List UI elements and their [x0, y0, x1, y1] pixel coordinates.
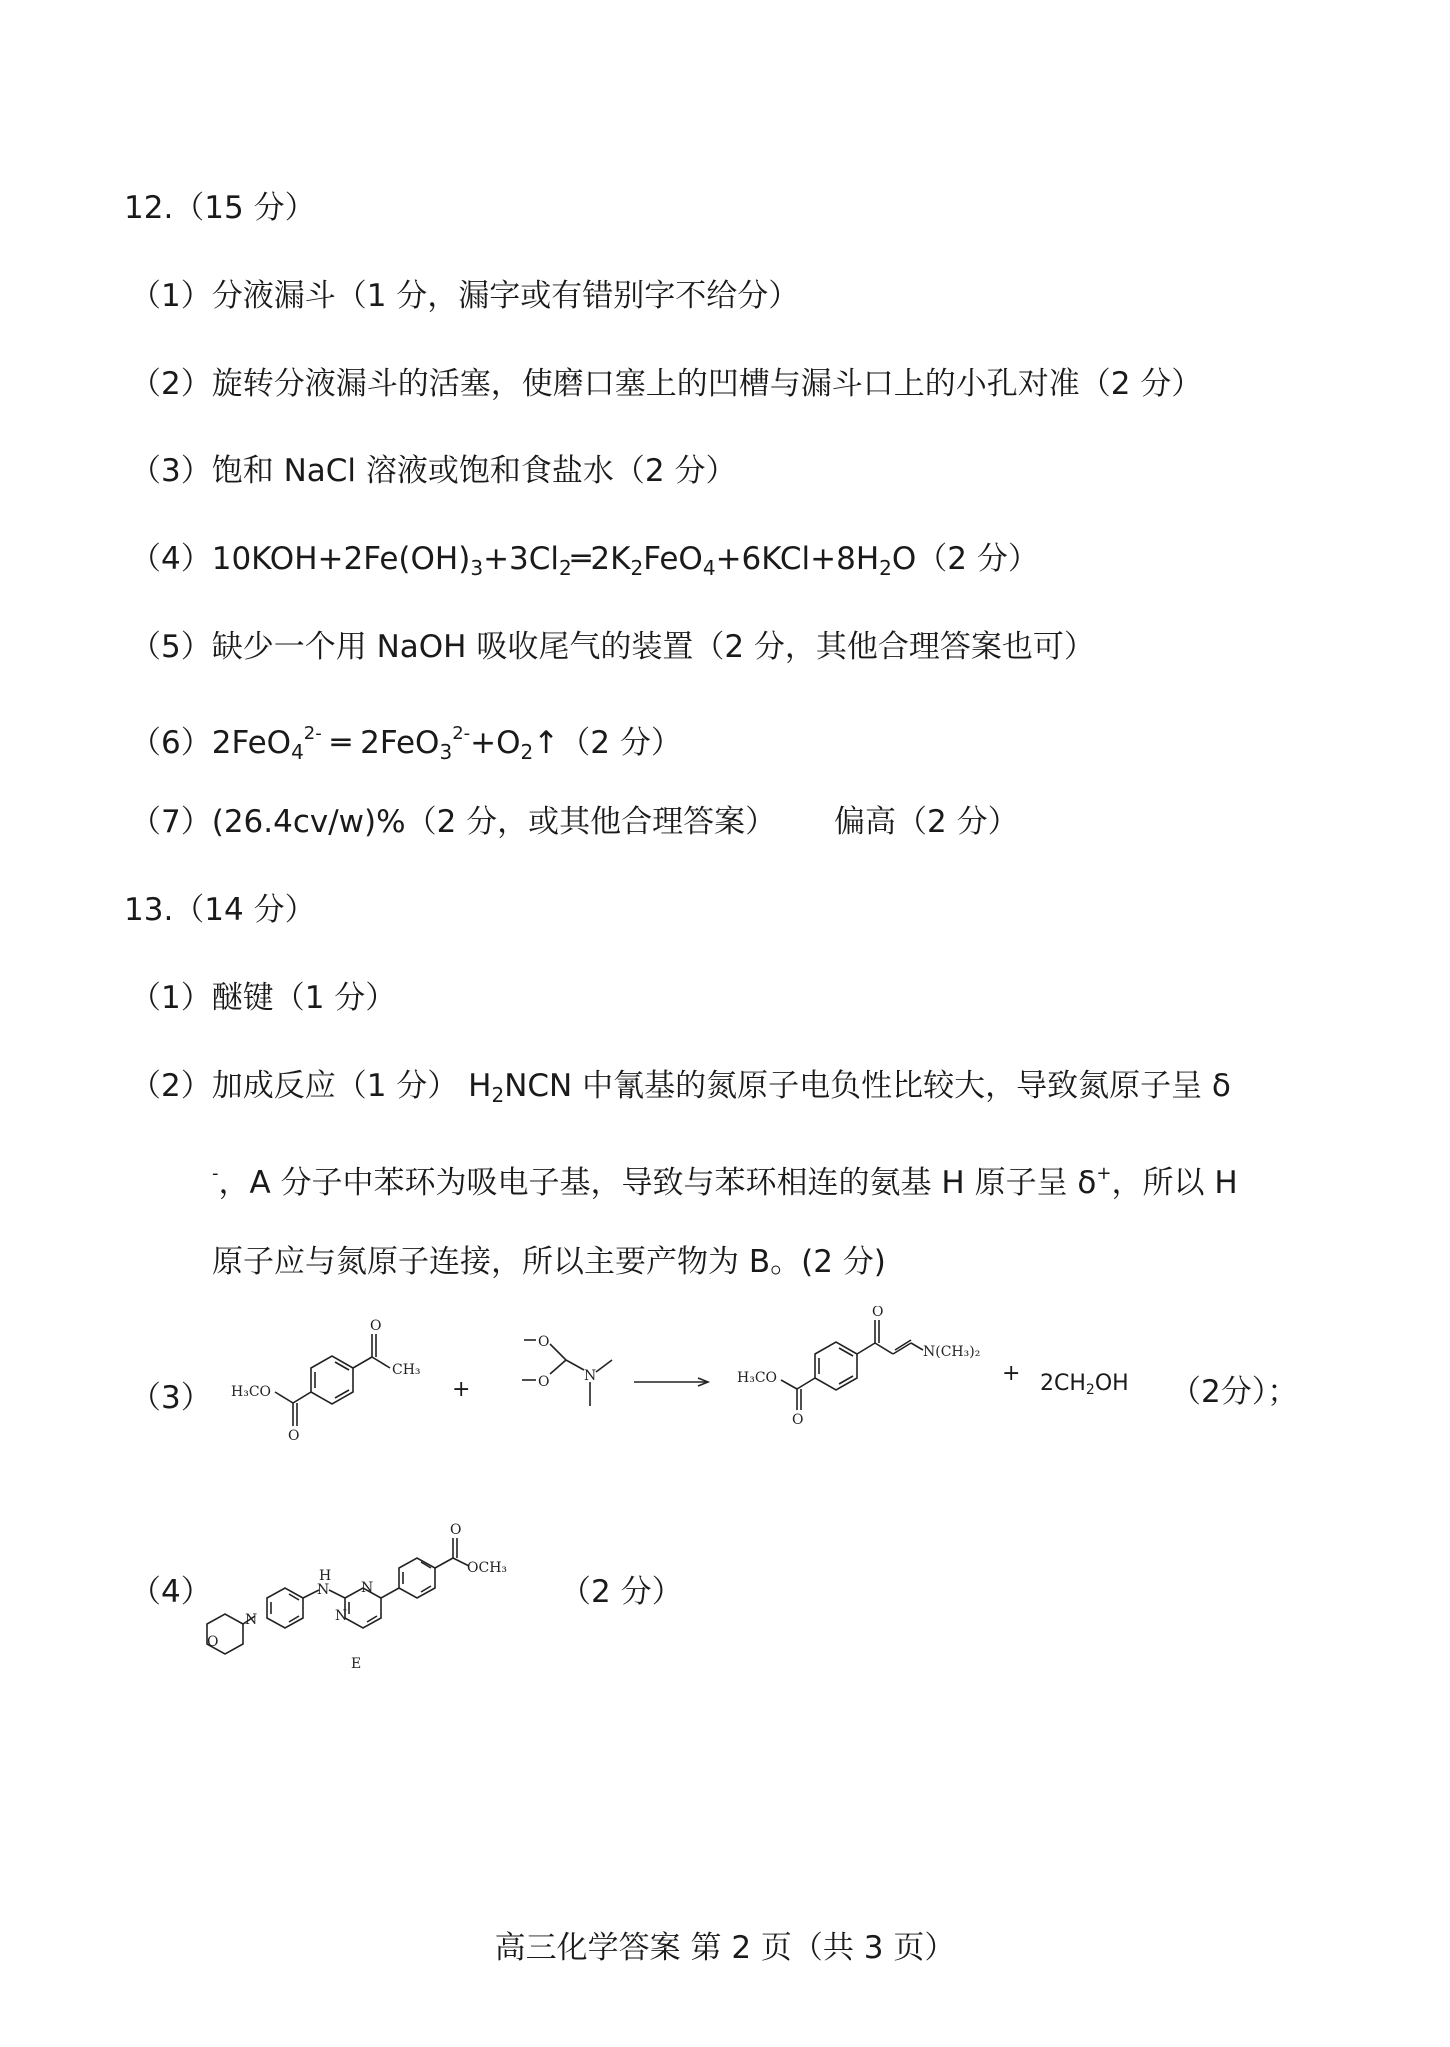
q13-part1: （1）醚键（1 分） — [130, 980, 397, 1016]
q13-header: 13.（14 分） — [124, 892, 316, 928]
q13-part2-line1: （2）加成反应（1 分） $H_2NCN$ 中氰基的氮原子电负性比较大，导致氮原子呈 δ — [130, 1068, 1231, 1107]
p-h3co: H₃CO — [737, 1370, 778, 1386]
r2-nitrogen: N — [584, 1368, 597, 1384]
e-pyrimidine-n2: N — [335, 1608, 348, 1624]
q12-part7: （7）(26.4cv/w)%（2 分，或其他合理答案） — [130, 804, 777, 840]
p-oxygen-ketone: O — [872, 1306, 884, 1320]
reactant-1-structure — [225, 1316, 440, 1456]
reactant-2-structure — [500, 1316, 630, 1431]
q12-part3: （3）饱和 NaCl 溶液或饱和食盐水（2 分） — [130, 453, 737, 489]
r1-oxygen-ester: O — [288, 1428, 300, 1444]
r2-oxygen-2: O — [538, 1374, 550, 1390]
e-amine-hydrogen: H — [319, 1568, 332, 1584]
p-nme2: N(CH₃)₂ — [923, 1344, 980, 1360]
page-footer: 高三化学答案 第 2 页（共 3 页） — [494, 1930, 956, 1966]
e-och3: OCH₃ — [467, 1560, 508, 1576]
r1-ch3: CH₃ — [392, 1362, 421, 1378]
e-label: E — [351, 1656, 362, 1671]
q12-part1: （1）分液漏斗（1 分，漏字或有错别字不给分） — [130, 278, 800, 314]
q12-part6-equation: （6）2FeO$_4^{2-}$ ═ $2FeO_3^{2-}+O_2↑(2$ 分） — [130, 723, 682, 764]
compound-e-structure — [205, 1496, 555, 1671]
e-morpholine-nitrogen: N — [245, 1612, 258, 1628]
plus-sign-1: + — [452, 1377, 471, 1402]
r1-h3co: H₃CO — [231, 1384, 272, 1400]
q12-header: 12.（15 分） — [124, 190, 316, 226]
q12-part2: （2）旋转分液漏斗的活塞，使磨口塞上的凹槽与漏斗口上的小孔对准（2 分） — [130, 366, 1203, 402]
p-oxygen-ester: O — [792, 1412, 804, 1428]
q13-part3-label: （3） — [130, 1380, 212, 1416]
r1-oxygen-ketone: O — [370, 1318, 382, 1334]
e-amine-nitrogen: N — [317, 1582, 330, 1598]
q13-part4-score: （2 分） — [560, 1574, 683, 1610]
q13-part2-line2: -，A 分子中苯环为吸电子基，导致与苯环相连的氨基 H 原子呈 δ+，所以 H — [212, 1163, 1238, 1201]
q13-part4-label: （4） — [130, 1574, 212, 1610]
byproduct-methanol: 2CH2OH — [1040, 1371, 1129, 1398]
q12-part4-equation: $(4)10KOH+2Fe(OH)_3+3Cl_2═2K_2FeO_4+6KCl+8H_2O(2$ 分） — [130, 541, 1039, 580]
q12-part7-bias: 偏高（2 分） — [834, 804, 1019, 840]
plus-sign-2: + — [1002, 1361, 1021, 1386]
reaction-arrow — [632, 1376, 712, 1388]
r2-oxygen-1: O — [538, 1334, 550, 1350]
product-structure — [735, 1306, 980, 1436]
e-pyrimidine-n1: N — [361, 1580, 374, 1596]
q12-part5: （5）缺少一个用 NaOH 吸收尾气的装置（2 分，其他合理答案也可） — [130, 629, 1095, 665]
q13-part3-score: （2分）； — [1170, 1374, 1299, 1410]
e-morpholine-oxygen: O — [207, 1634, 219, 1650]
e-ester-oxygen: O — [450, 1522, 462, 1538]
q13-part2-line3: 原子应与氮原子连接，所以主要产物为 B。(2 分) — [212, 1244, 886, 1280]
